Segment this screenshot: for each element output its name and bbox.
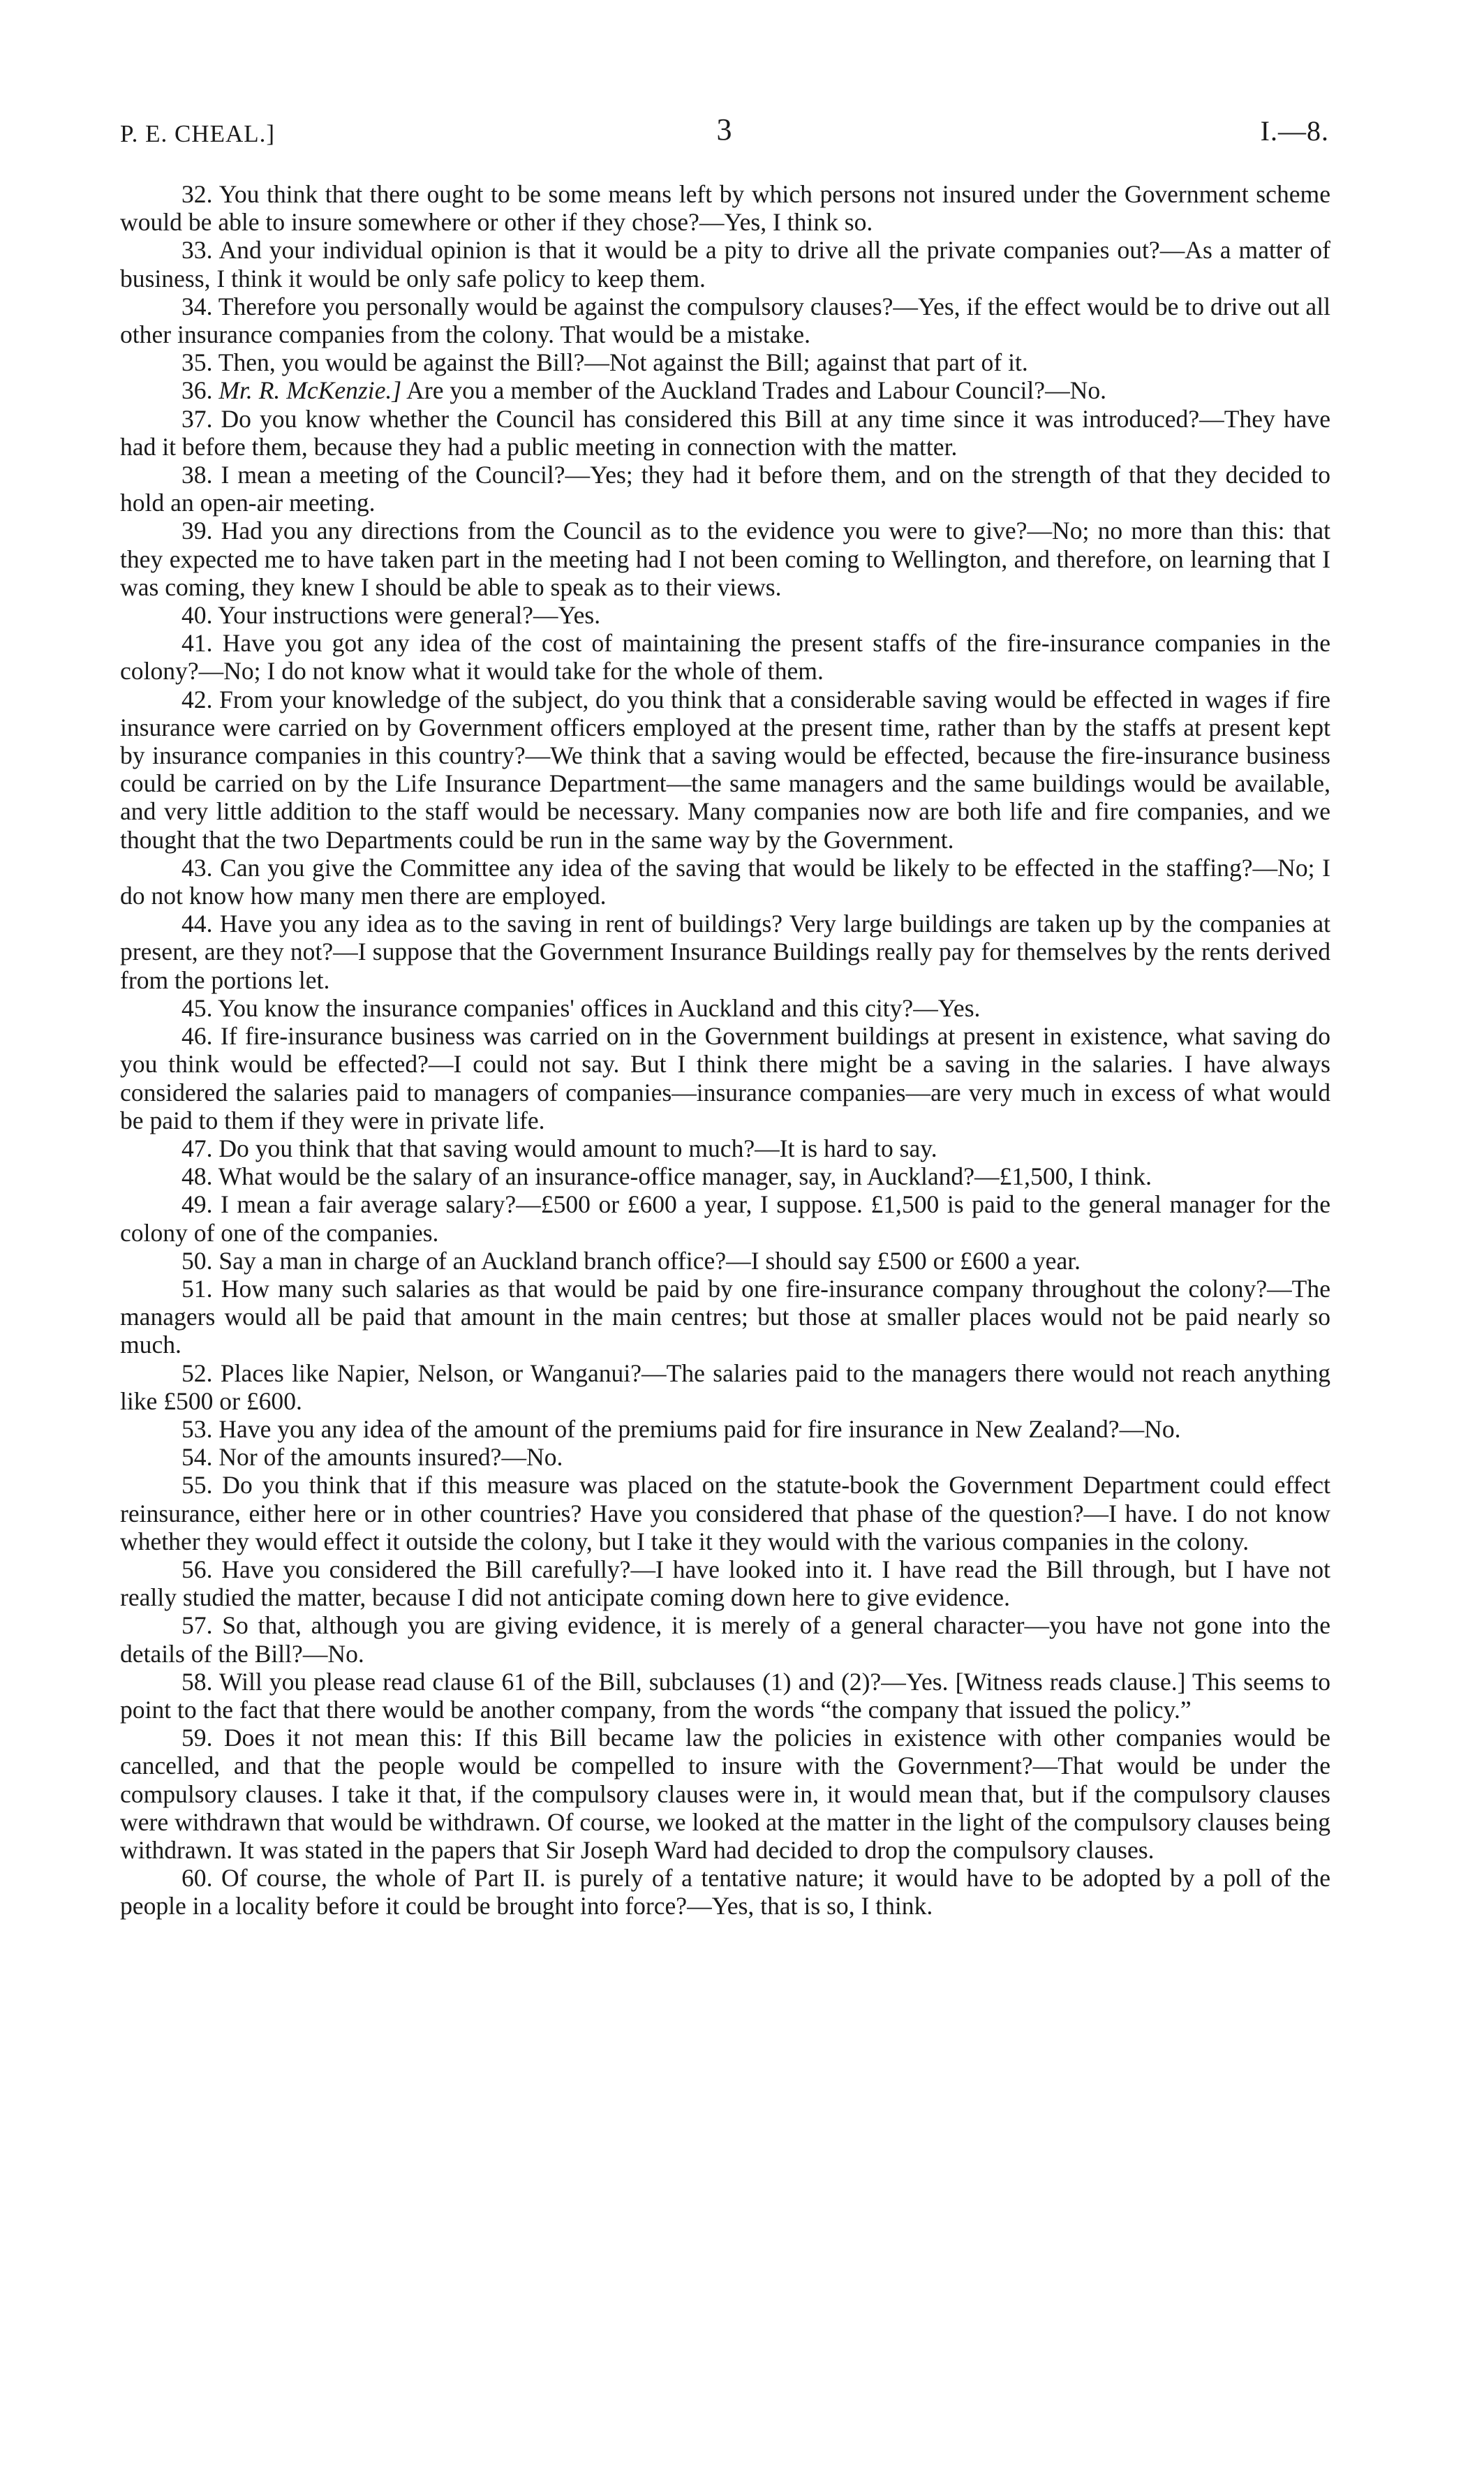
paragraph-51: 51. How many such salaries as that would be paid by one fire-insurance company throughout the colony?—The managers would all be paid that amount in the main centres; but those at smaller places would not be paid nearly so much. (120, 1274, 1330, 1359)
paragraph-42: 42. From your knowledge of the subject, do you think that a considerable saving would be effected in wages if fire insurance were carried on by Government officers employed at the present time, rather than by the staffs at present kept by insurance companies in this country?—We think that a saving would be effected, because the fire-insurance business could be carried on by the Life Insurance Department—the same managers and the same buildings would be available, and very little addition to the staff would be necessary. Many companies now are both life and fire companies, and we thought that the two Departments could be run in the same way by the Government. (120, 685, 1330, 854)
paragraph-54: 54. Nor of the amounts insured?—No. (181, 1443, 563, 1472)
paragraph-57: 57. So that, although you are giving evidence, it is merely of a general character—you have not gone into the details of the Bill?—No. (120, 1611, 1330, 1668)
paragraph-43: 43. Can you give the Committee any idea of the saving that would be likely to be effected in the staffing?—No; I do not know how many men there are employed. (120, 853, 1330, 910)
paper-reference: I.—8. (1260, 115, 1329, 147)
paragraph-46: 46. If fire-insurance business was carried on in the Government buildings at present in existence, what saving do you think would be effected?—I could not say. But I think there might be a saving in the salaries. I have always considered the salaries paid to managers of companies—insurance companies—are very much in excess of what would be paid to them if they were in private life. (120, 1022, 1330, 1134)
paragraph-47: 47. Do you think that that saving would amount to much?—It is hard to say. (181, 1134, 937, 1162)
paragraph-35: 35. Then, you would be against the Bill?—Not against the Bill; against that part of it. (181, 348, 1028, 377)
page-number: 3 (716, 112, 733, 147)
question-text: Are you a member of the Auckland Trades and Labour Council?—No. (401, 376, 1107, 405)
evidence-text (120, 180, 1330, 1920)
paragraph-36 (120, 376, 1330, 404)
paragraph-59: 59. Does it not mean this: If this Bill became law the policies in existence with other companies would be cancelled, and that the people would be compelled to insure with the Government?—That would be under the compulsory clauses. I take it that, if the compulsory clauses were in, it would mean that, but if the compulsory clauses were withdrawn that would be withdrawn. Of course, we looked at the matter in the light of the compulsory clauses being withdrawn. It was stated in the papers that Sir Joseph Ward had decided to drop the compulsory clauses. (120, 1724, 1330, 1864)
paragraph-48: 48. What would be the salary of an insurance-office manager, say, in Auckland?—£1,500, I think. (181, 1162, 1152, 1191)
paragraph-56: 56. Have you considered the Bill carefully?—I have looked into it. I have read the Bill through, but I have not really studied the matter, because I did not anticipate coming down here to give evidence. (120, 1555, 1330, 1612)
paragraph-34: 34. Therefore you personally would be against the compulsory clauses?—Yes, if the effect would be to drive out all other insurance companies from the colony. That would be a mistake. (120, 292, 1330, 349)
paragraph-33: 33. And your individual opinion is that it would be a pity to drive all the private companies out?—As a matter of business, I think it would be only safe policy to keep them. (120, 236, 1330, 293)
paragraph-45: 45. You know the insurance companies' offices in Auckland and this city?—Yes. (181, 993, 981, 1022)
paragraph-40: 40. Your instructions were general?—Yes. (181, 601, 601, 630)
paragraph-37: 37. Do you know whether the Council has considered this Bill at any time since it was introduced?—They have had it before them, because they had a public meeting in connection with the matter. (120, 404, 1330, 461)
paragraph-49: 49. I mean a fair average salary?—£500 or £600 a year, I suppose. £1,500 is paid to the general manager for the colony of one of the companies. (120, 1190, 1330, 1247)
paragraph-44: 44. Have you any idea as to the saving in rent of buildings? Very large buildings are taken up by the companies at present, are they not?—I suppose that the Government Insurance Buildings really pay for themselves by the rents derived from the portions let. (120, 910, 1330, 994)
paragraph-58: 58. Will you please read clause 61 of the Bill, subclauses (1) and (2)?—Yes. [Witness reads clause.] This seems to point to the fact that there would be another company, from the words “the company that issued the policy.” (120, 1667, 1330, 1724)
paragraph-32: 32. You think that there ought to be some means left by which persons not insured under the Government scheme would be able to insure somewhere or other if they chose?—Yes, I think so. (120, 180, 1330, 237)
paragraph-52: 52. Places like Napier, Nelson, or Wanganui?—The salaries paid to the managers there would not reach anything like £500 or £600. (120, 1359, 1330, 1415)
paragraph-60: 60. Of course, the whole of Part II. is purely of a tentative nature; it would have to be adopted by a poll of the people in a locality before it could be brought into force?—Yes, that is so, I think. (120, 1864, 1330, 1920)
paragraph-41: 41. Have you got any idea of the cost of maintaining the present staffs of the fire-insurance companies in the colony?—No; I do not know what it would take for the whole of them. (120, 629, 1330, 686)
question-number: 36. (181, 376, 219, 405)
speaker-name: Mr. R. McKenzie.] (218, 376, 402, 405)
paragraph-39: 39. Had you any directions from the Council as to the evidence you were to give?—No; no more than this: that they expected me to have taken part in the meeting had I not been coming to Wellington, and therefore, on learning that I was coming, they knew I should be able to speak as to their views. (120, 517, 1330, 601)
witness-name: P. E. CHEAL.] (120, 120, 276, 147)
page-header (120, 112, 1329, 154)
paragraph-38: 38. I mean a meeting of the Council?—Yes; they had it before them, and on the strength of that they decided to hold an open-air meeting. (120, 461, 1330, 517)
paragraph-55: 55. Do you think that if this measure was placed on the statute-book the Government Department could effect reinsurance, either here or in other countries? Have you considered that phase of the question?—I have. I do not know whether they would effect it outside the colony, but I take it they would with the various companies in the colony. (120, 1471, 1330, 1555)
paragraph-53: 53. Have you any idea of the amount of the premiums paid for fire insurance in New Zealand?—No. (181, 1414, 1181, 1443)
paragraph-50: 50. Say a man in charge of an Auckland branch office?—I should say £500 or £600 a year. (181, 1246, 1081, 1275)
